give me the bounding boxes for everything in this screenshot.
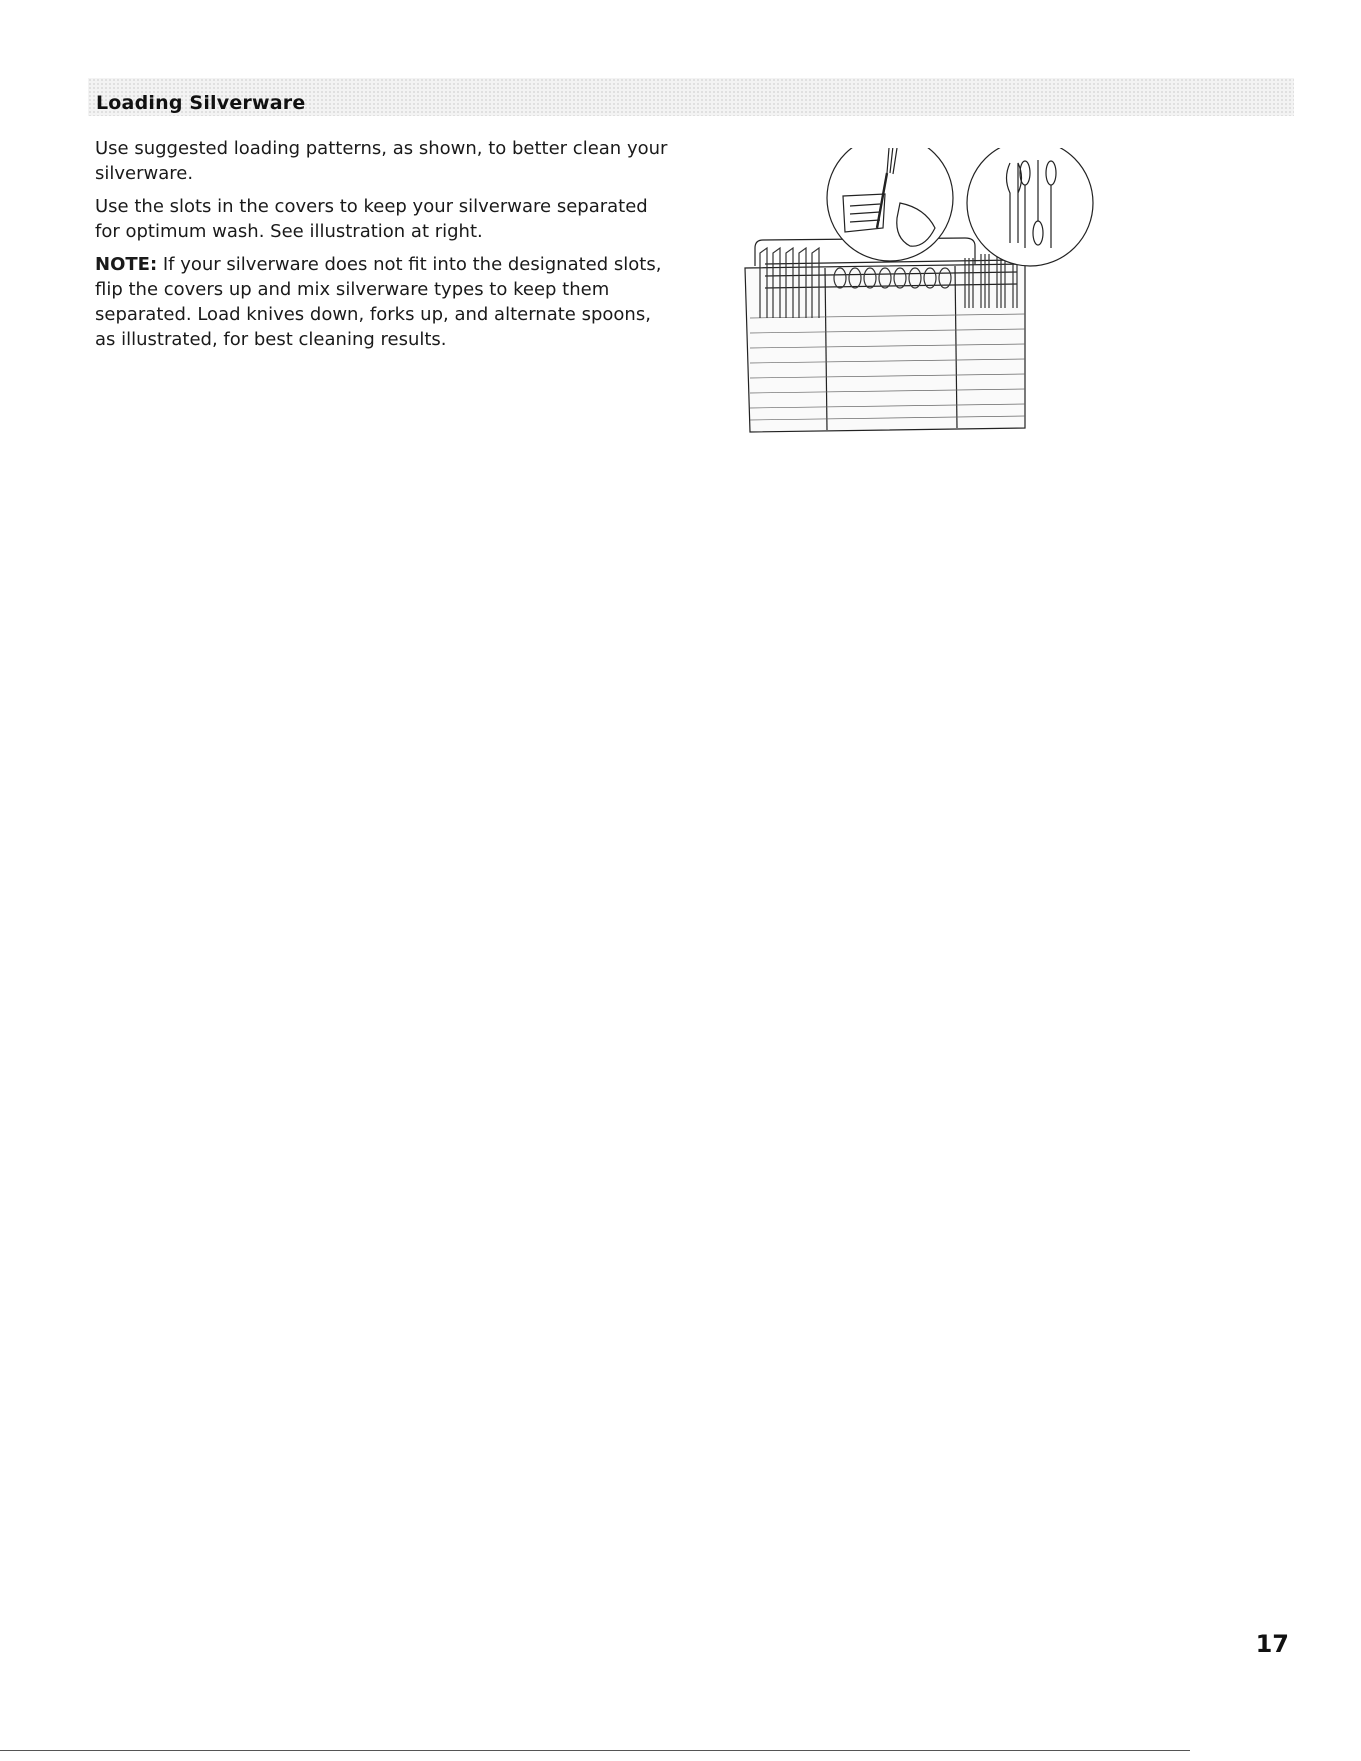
body-text [95, 136, 670, 360]
silverware-basket-illustration [725, 148, 1245, 448]
page-number: 17 [1255, 1630, 1289, 1658]
paragraph-note [95, 252, 670, 352]
section-title: Loading Silverware [96, 92, 306, 114]
alternate-spoons-detail [967, 148, 1093, 266]
silverware-basket [745, 238, 1025, 432]
paragraph-slots: Use the slots in the covers to keep your silverware separated for optimum wash. See illustration at right. [95, 196, 648, 242]
fork-insertion-detail [827, 148, 953, 261]
note-label: NOTE: [95, 254, 158, 275]
footer-rule [0, 1750, 1190, 1751]
note-text: If your silverware does not fit into the designated slots, flip the covers up and mix silverware types to keep them separated. Load knives down, forks up, and alternate spoons, as illustrated, for best cleaning results. [95, 254, 662, 350]
paragraph-loading-patterns: Use suggested loading patterns, as shown, to better clean your silverware. [95, 138, 668, 184]
